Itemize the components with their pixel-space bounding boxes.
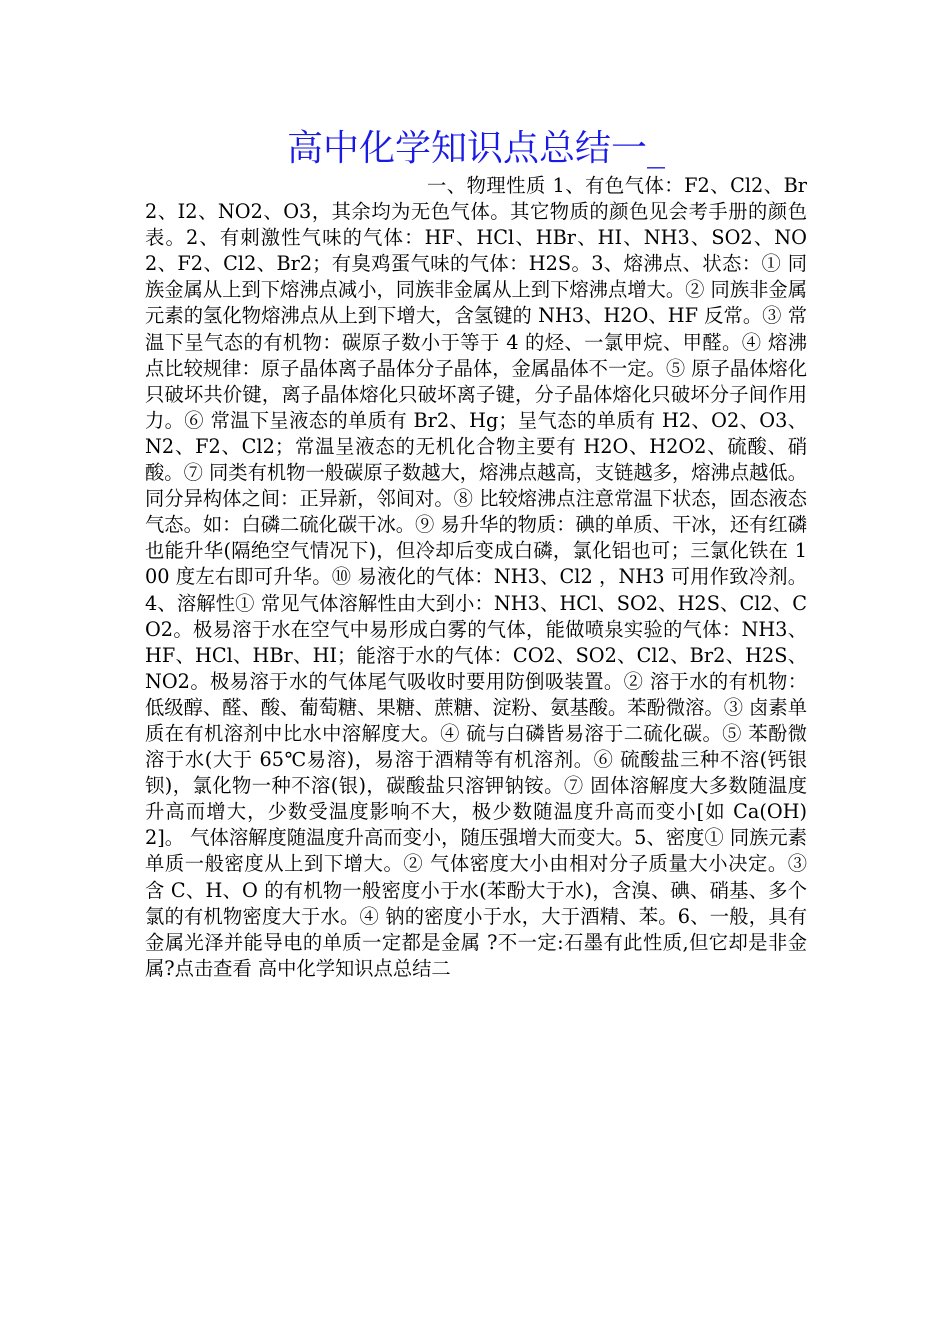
document-body: 一、物理性质 1、有色气体：F2、Cl2、Br2、I2、NO2、O3，其余均为无色气体。其它物质的颜色见会考手册的颜色表。2、有刺激性气味的气体：HF、HCl、HBr、HI、NH3、SO2、NO2、F2、Cl2、Br2；有臭鸡蛋气味的气体：H2S。3、熔沸点、状态：① 同族金属从上到下熔沸点减小，同族非金属从上到下熔沸点增大。② 同族非金属元素的氢化物熔沸点从上到下增大，含氢键的 NH3、H2O、HF 反常。③ 常温下呈气态的有机物：碳原子数小于等于 4 的烃、一氯甲烷、甲醛。④ 熔沸点比较规律：原子晶体离子晶体分子晶体，金属晶体不一定。⑤ 原子晶体熔化只破坏共价键，离子晶体熔化只破坏离子键，分子晶体熔化只破坏分子间作用力。⑥ 常温下呈液态的单质有 Br2、Hg；呈气态的单质有 H2、O2、O3、N2、F2、Cl2；常温呈液态的无机化合物主要有 H2O、H2O2、硫酸、硝酸。⑦ 同类有机物一般碳原子数越大，熔沸点越高，支链越多，熔沸点越低。同分异构体之间：正异新，邻间对。⑧ 比较熔沸点注意常温下状态，固态液态气态。如：白磷二硫化碳干冰。⑨ 易升华的物质：碘的单质、干冰，还有红磷也能升华(隔绝空气情况下)，但冷却后变成白磷，氯化铝也可；三氯化铁在 100 度左右即可升华。⑩ 易液化的气体：NH3、Cl2 ，NH3 可用作致冷剂。4、溶解性① 常见气体溶解性由大到小：NH3、HCl、SO2、H2S、Cl2、CO2。极易溶于水在空气中易形成白雾的气体，能做喷泉实验的气体：NH3、HF、HCl、HBr、HI；能溶于水的气体：CO2、SO2、Cl2、Br2、H2S、NO2。极易溶于水的气体尾气吸收时要用防倒吸装置。② 溶于水的有机物：低级醇、醛、酸、葡萄糖、果糖、蔗糖、淀粉、氨基酸。苯酚微溶。③ 卤素单质在有机溶剂中比水中溶解度大。④ 硫与白磷皆易溶于二硫化碳。⑤ 苯酚微溶于水(大于 65℃易溶)，易溶于酒精等有机溶剂。⑥ 硫酸盐三种不溶(钙银钡)，氯化物一种不溶(银)，碳酸盐只溶钾钠铵。⑦ 固体溶解度大多数随温度升高而增大，少数受温度影响不大，极少数随温度升高而变小[如 Ca(OH)2]。 气体溶解度随温度升高而变小，随压强增大而变大。5、密度① 同族元素单质一般密度从上到下增大。② 气体密度大小由相对分子质量大小决定。③ 含 C、H、O 的有机物一般密度小于水(苯酚大于水)，含溴、碘、硝基、多个氯的有机物密度大于水。④ 钠的密度小于水，大于酒精、苯。6、一般，具有金属光泽并能导电的单质一定都是金属 ?不一定:石墨有此性质,但它却是非金属?点击查看 高中化学知识点总结二 xyxy=(145,174,807,980)
document-page xyxy=(145,125,807,982)
document-title: 高中化学知识点总结一_ xyxy=(286,128,665,169)
